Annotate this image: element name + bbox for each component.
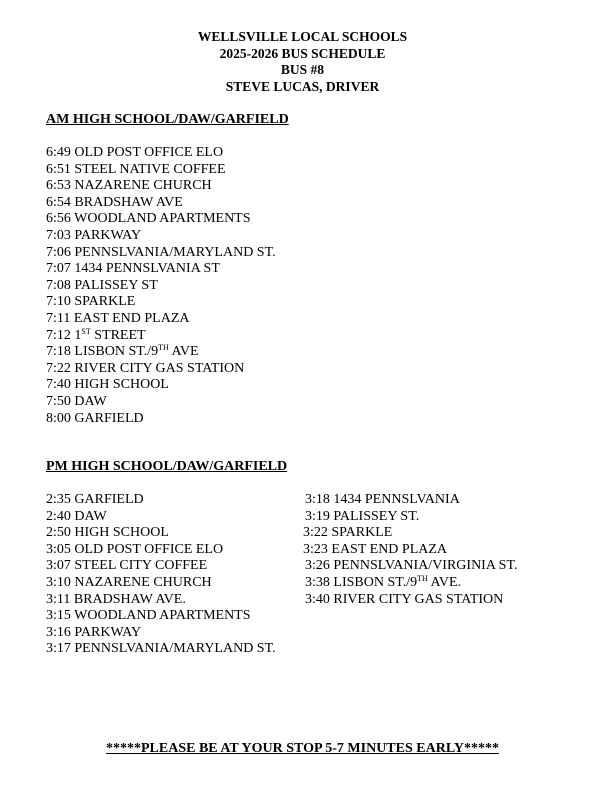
am-section-title: AM HIGH SCHOOL/DAW/GARFIELD <box>46 112 289 127</box>
schedule-row <box>305 575 517 592</box>
stop-name <box>74 344 198 359</box>
pm-section-title: PM HIGH SCHOOL/DAW/GARFIELD <box>46 459 288 474</box>
stop-time: 2:35 <box>46 492 71 507</box>
schedule-row <box>46 394 276 411</box>
stop-name: SPARKLE <box>331 525 393 541</box>
school-name: WELLSVILLE LOCAL SCHOOLS <box>197 29 408 44</box>
schedule-row <box>46 294 276 311</box>
schedule-row <box>46 162 276 179</box>
schedule-row <box>46 178 276 195</box>
stop-time: 7:12 <box>46 327 71 343</box>
stop-name: NAZARENE CHURCH <box>74 574 212 590</box>
pm-stop-list-left <box>46 492 276 658</box>
schedule-row <box>46 492 276 509</box>
schedule-row <box>46 328 276 345</box>
stop-time: 3:17 <box>46 641 71 657</box>
stop-name: GARFIELD <box>74 410 144 426</box>
stop-name-part: LISBON ST./9 <box>333 574 418 590</box>
ordinal-suffix: ST <box>81 326 91 336</box>
schedule-row <box>46 625 276 642</box>
early-notice: *****PLEASE BE AT YOUR STOP 5-7 MINUTES EARLY***** <box>106 741 499 756</box>
stop-name: OLD POST OFFICE ELO <box>74 145 224 160</box>
stop-time: 3:07 <box>46 558 71 574</box>
stop-time: 3:10 <box>46 574 71 590</box>
stop-name: EAST END PLAZA <box>331 541 448 557</box>
schedule-row <box>46 228 276 245</box>
schedule-row <box>305 592 517 609</box>
schedule-row <box>46 575 276 592</box>
schedule-row <box>46 558 276 575</box>
stop-time: 7:22 <box>46 360 71 376</box>
schedule-row <box>46 211 276 228</box>
stop-name: PALISSEY ST <box>74 277 158 293</box>
bus-number: BUS #8 <box>280 62 325 77</box>
stop-time: 7:07 <box>46 261 71 277</box>
stop-time: 3:26 <box>305 558 330 574</box>
stop-name: PENNSLVANIA/MARYLAND ST. <box>74 641 276 657</box>
schedule-row <box>303 525 517 542</box>
stop-name: RIVER CITY GAS STATION <box>74 360 245 376</box>
ordinal-suffix: TH <box>417 573 428 583</box>
stop-time: 3:22 <box>303 525 328 541</box>
stop-time: 7:40 <box>46 377 71 393</box>
stop-time: 3:15 <box>46 608 71 624</box>
schedule-row <box>46 311 276 328</box>
stop-time: 7:50 <box>46 393 71 409</box>
stop-time: 6:51 <box>46 161 71 177</box>
stop-time: 3:18 <box>305 492 330 507</box>
stop-name: HIGH SCHOOL <box>74 377 169 393</box>
stop-time: 7:10 <box>46 294 71 310</box>
stop-name: WOODLAND APARTMENTS <box>74 211 251 227</box>
schedule-row <box>303 542 517 559</box>
stop-time: 2:40 <box>46 508 71 524</box>
stop-time: 6:53 <box>46 178 71 194</box>
schedule-row <box>46 592 276 609</box>
stop-time: 7:08 <box>46 277 71 293</box>
stop-name: OLD POST OFFICE ELO <box>74 541 224 557</box>
stop-name: PARKWAY <box>74 624 142 640</box>
ordinal-suffix: TH <box>158 343 169 353</box>
stop-time: 3:23 <box>303 541 328 557</box>
driver-name: STEVE LUCAS, DRIVER <box>225 78 380 94</box>
stop-name: PALISSEY ST. <box>333 508 420 524</box>
schedule-row <box>46 377 276 394</box>
stop-time: 7:06 <box>46 244 71 260</box>
stop-name: SPARKLE <box>74 294 136 310</box>
stop-time: 7:03 <box>46 227 71 243</box>
schedule-row <box>46 509 276 526</box>
document-header <box>0 29 605 95</box>
stop-time: 6:54 <box>46 194 71 210</box>
stop-time: 3:38 <box>305 574 330 590</box>
schedule-row <box>46 278 276 295</box>
stop-name: PARKWAY <box>74 227 142 243</box>
stop-name: BRADSHAW AVE. <box>73 591 186 607</box>
schedule-row <box>46 261 276 278</box>
schedule-row <box>46 361 276 378</box>
schedule-row <box>46 245 276 262</box>
schedule-title: 2025-2026 BUS SCHEDULE <box>219 45 386 61</box>
stop-time: 2:50 <box>46 525 71 541</box>
stop-time: 7:18 <box>46 344 71 360</box>
stop-time: 8:00 <box>46 410 71 426</box>
stop-name-part: AVE. <box>427 574 462 590</box>
schedule-row <box>46 641 276 658</box>
stop-time: 3:19 <box>305 508 330 524</box>
stop-name: STEEL NATIVE COFFEE <box>74 161 226 177</box>
stop-name-part: LISBON ST./9 <box>74 344 159 360</box>
stop-time: 6:49 <box>46 145 71 160</box>
stop-name: 1434 PENNSLVANIA ST <box>74 261 220 277</box>
stop-time: 3:40 <box>305 591 330 607</box>
stop-name: RIVER CITY GAS STATION <box>333 591 504 607</box>
stop-time: 3:05 <box>46 541 71 557</box>
stop-name: PENNSLVANIA/MARYLAND ST. <box>74 244 276 260</box>
stop-name <box>333 575 461 590</box>
stop-name: EAST END PLAZA <box>73 310 190 326</box>
schedule-row <box>46 344 276 361</box>
stop-name: PENNSLVANIA/VIRGINIA ST. <box>333 558 518 574</box>
stop-name-part: 1 <box>74 327 82 343</box>
schedule-row <box>46 542 276 559</box>
am-stop-list <box>46 145 276 427</box>
stop-time: 7:11 <box>46 310 71 326</box>
stop-name-part: STREET <box>90 327 146 343</box>
stop-name: DAW <box>74 508 107 524</box>
stop-name: STEEL CITY COFFEE <box>74 558 208 574</box>
stop-time: 6:56 <box>46 211 71 227</box>
schedule-row <box>46 195 276 212</box>
pm-stop-list-right <box>303 492 517 608</box>
stop-name: 1434 PENNSLVANIA <box>333 492 460 507</box>
stop-time: 3:11 <box>46 591 71 607</box>
stop-name: GARFIELD <box>74 492 144 507</box>
stop-time: 3:16 <box>46 624 71 640</box>
stop-name-part: AVE <box>168 344 199 360</box>
stop-name: DAW <box>74 393 107 409</box>
schedule-row <box>46 145 276 162</box>
schedule-row <box>305 509 517 526</box>
schedule-row <box>305 558 517 575</box>
stop-name: WOODLAND APARTMENTS <box>74 608 251 624</box>
schedule-row <box>46 608 276 625</box>
stop-name: NAZARENE CHURCH <box>74 178 212 194</box>
schedule-row <box>46 525 276 542</box>
schedule-row <box>46 411 276 428</box>
stop-name <box>74 328 145 343</box>
stop-name: BRADSHAW AVE <box>74 194 183 210</box>
schedule-row <box>305 492 517 509</box>
stop-name: HIGH SCHOOL <box>74 525 169 541</box>
